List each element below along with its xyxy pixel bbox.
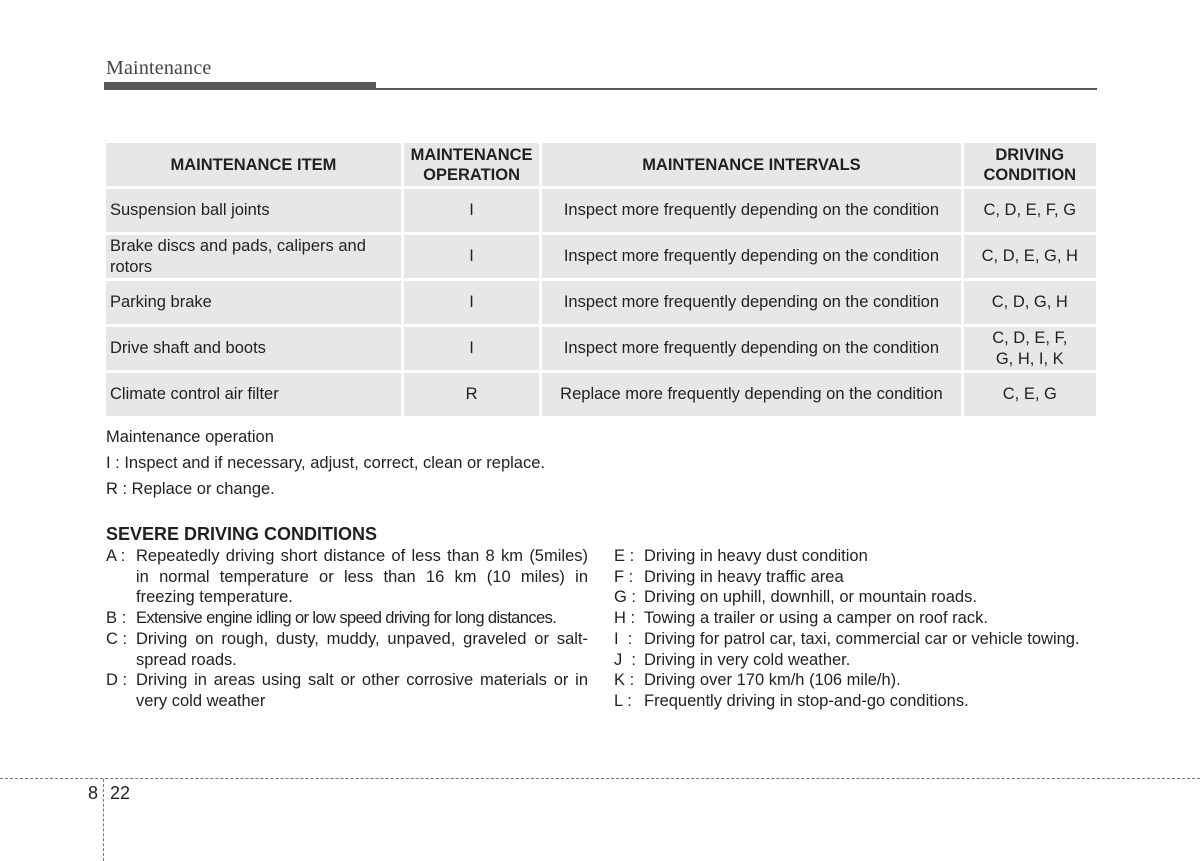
- condition-key: H :: [614, 609, 636, 628]
- header-condition-line2: CONDITION: [983, 165, 1077, 184]
- header-operation-line1: MAINTENANCE: [410, 145, 533, 164]
- condition-key: E :: [614, 547, 635, 565]
- header-condition-line1: DRIVING: [995, 145, 1065, 164]
- cell-operation: R: [404, 373, 539, 416]
- condition-key: F :: [614, 567, 634, 586]
- condition-item: [614, 691, 1114, 712]
- table-row: [106, 235, 1096, 278]
- condition-text: Driving on rough, dusty, muddy, unpaved, graveled or salt-spread roads.: [136, 629, 588, 669]
- cell-operation: I: [404, 189, 539, 232]
- cell-interval: Inspect more frequently depending on the condition: [542, 235, 960, 278]
- condition-text: Towing a trailer or using a camper on roof rack.: [644, 609, 988, 628]
- condition-item: [106, 629, 588, 670]
- section-number: 8: [88, 783, 99, 803]
- cell-interval: Inspect more frequently depending on the condition: [542, 281, 960, 324]
- condition-item: [614, 567, 1114, 588]
- header-maintenance-intervals: MAINTENANCE INTERVALS: [542, 143, 960, 186]
- cell-interval: Replace more frequently depending on the condition: [542, 373, 960, 416]
- cell-interval: Inspect more frequently depending on the condition: [542, 327, 960, 370]
- condition-text: Driving in heavy traffic area: [644, 567, 844, 586]
- table-row: [106, 281, 1096, 324]
- condition-item: [614, 546, 1114, 567]
- footer-dashed-rule: [0, 778, 1200, 779]
- cell-operation: I: [404, 235, 539, 278]
- cell-condition: C, D, E, F, G: [964, 189, 1096, 232]
- cell-condition: C, D, E, G, H: [964, 235, 1096, 278]
- condition-text: Driving in very cold weather.: [644, 650, 851, 669]
- table-header-row: [106, 143, 1096, 186]
- cell-item: Drive shaft and boots: [106, 327, 401, 370]
- condition-text: Driving in areas using salt or other corrosive materials or in very cold weather: [136, 671, 588, 710]
- condition-key: J :: [614, 650, 637, 669]
- header-maintenance-item: MAINTENANCE ITEM: [106, 143, 401, 186]
- condition-key: K :: [614, 671, 635, 690]
- conditions-left-column: [106, 546, 588, 712]
- cell-condition: [964, 327, 1096, 370]
- legend-title: Maintenance operation: [106, 428, 274, 446]
- header-operation-line2: OPERATION: [423, 165, 521, 184]
- condition-text: Driving for patrol car, taxi, commercial car or vehicle towing.: [644, 629, 1080, 648]
- cell-item: Suspension ball joints: [106, 189, 401, 232]
- cell-item: Climate control air filter: [106, 373, 401, 416]
- cell-condition: C, D, G, H: [964, 281, 1096, 324]
- condition-key: B :: [106, 609, 127, 628]
- condition-key: I :: [614, 629, 633, 648]
- cell-interval: Inspect more frequently depending on the condition: [542, 189, 960, 232]
- legend-replace: R : Replace or change.: [106, 480, 275, 498]
- condition-item: [614, 629, 1114, 650]
- condition-item: [106, 546, 588, 608]
- condition-item: [614, 650, 1114, 671]
- cell-operation: I: [404, 281, 539, 324]
- condition-text: Frequently driving in stop-and-go conditions.: [644, 691, 969, 710]
- condition-text: Driving on uphill, downhill, or mountain roads.: [644, 588, 977, 607]
- condition-text: Repeatedly driving short distance of less than 8 km (5miles) in normal temperature or less than 16 km (10 miles) in freezing temperature.: [136, 547, 588, 607]
- cell-operation: I: [404, 327, 539, 370]
- condition-item: [106, 670, 588, 711]
- condition-key: L :: [614, 691, 632, 710]
- maintenance-table: [103, 140, 1099, 419]
- page-number: 22: [110, 783, 131, 803]
- condition-key: G :: [614, 588, 637, 607]
- cell-item: Parking brake: [106, 281, 401, 324]
- condition-key: D :: [106, 671, 128, 690]
- cell-condition-line1: C, D, E, F,: [992, 328, 1068, 347]
- footer-dashed-divider: [103, 779, 104, 861]
- header-rule-thick: [104, 82, 376, 90]
- condition-item: [614, 608, 1114, 629]
- condition-text: Driving over 170 km/h (106 mile/h).: [644, 671, 901, 690]
- header-maintenance-operation: [404, 143, 539, 186]
- condition-text: Driving in heavy dust condition: [644, 547, 868, 565]
- cell-item: Brake discs and pads, calipers and rotors: [106, 235, 401, 278]
- table-row: [106, 327, 1096, 370]
- condition-key: A :: [106, 547, 126, 565]
- legend-inspect: I : Inspect and if necessary, adjust, correct, clean or replace.: [106, 454, 545, 472]
- condition-item: [614, 587, 1114, 608]
- condition-item: [614, 670, 1114, 691]
- conditions-right-column: [614, 546, 1114, 712]
- cell-condition-line2: G, H, I, K: [995, 349, 1064, 368]
- cell-condition: C, E, G: [964, 373, 1096, 416]
- table-row: [106, 189, 1096, 232]
- condition-item: [106, 608, 588, 629]
- page-title: Maintenance: [106, 57, 212, 79]
- severe-conditions-title: SEVERE DRIVING CONDITIONS: [106, 524, 378, 544]
- condition-text: Extensive engine idling or low speed driving for long distances.: [136, 609, 557, 628]
- condition-key: C :: [106, 629, 128, 648]
- table-row: [106, 373, 1096, 416]
- header-driving-condition: [964, 143, 1096, 186]
- header-rule-thin: [376, 88, 1097, 90]
